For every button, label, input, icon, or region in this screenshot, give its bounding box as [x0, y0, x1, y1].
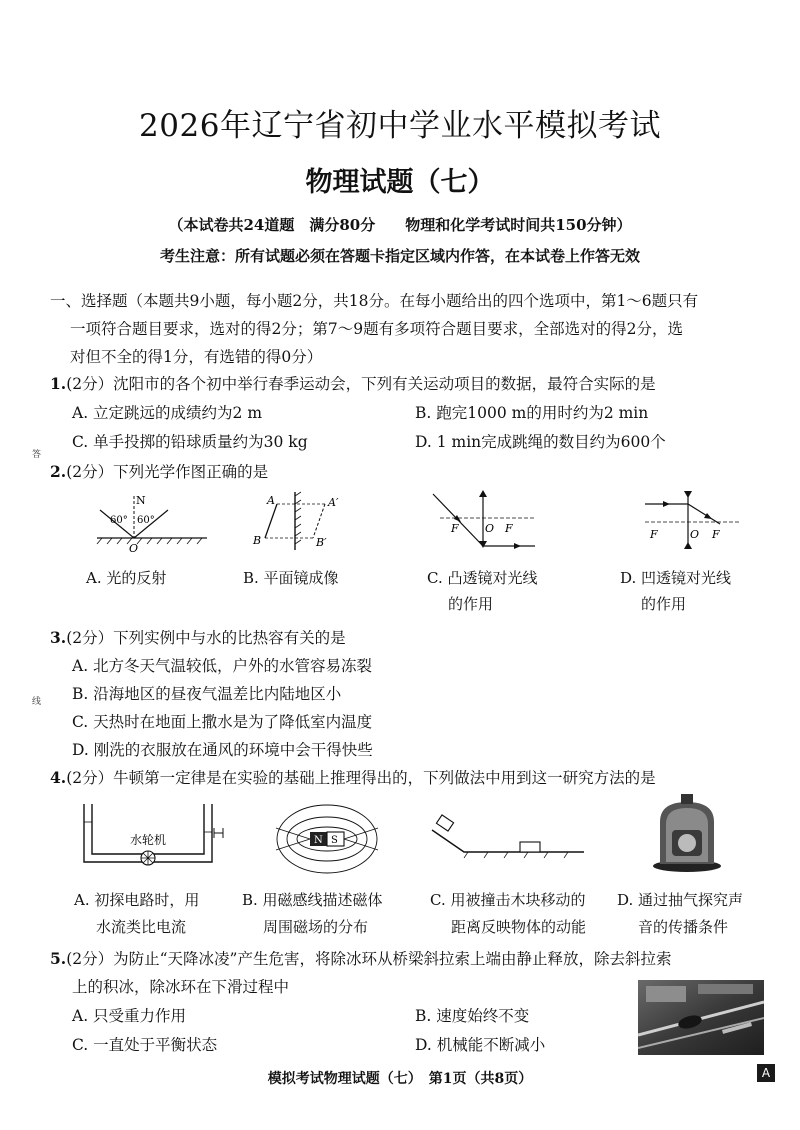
q4-stem: [50, 766, 656, 788]
q5-number: 5.: [50, 949, 67, 968]
q1-stem: [50, 372, 656, 394]
q1-number: 1.: [50, 374, 67, 393]
magnet-field-diagram: [272, 798, 382, 880]
angle-label-1: 60°: [110, 515, 128, 526]
magnet-n-label: N: [314, 835, 323, 846]
margin-mark-1: 答: [32, 450, 42, 460]
q4-caption-b-2: 周围磁场的分布: [263, 918, 369, 936]
incline-block-diagram: [428, 808, 588, 863]
q4-number: 4.: [50, 768, 67, 787]
q1-stem-text: (2分）沈阳市的各个初中举行春季运动会，下列有关运动项目的数据，最符合实际的是: [66, 375, 656, 393]
angle-label-2: 60°: [137, 515, 155, 526]
q2-caption-c: C. 凸透镜对光线: [427, 569, 538, 587]
water-wheel-diagram: [78, 800, 228, 875]
concave-center-label: O: [690, 528, 700, 541]
q3-stem-text: (2分）下列实例中与水的比热容有关的是: [66, 629, 346, 647]
concave-lens-diagram: [640, 488, 745, 550]
bell-jar-image: [650, 792, 725, 874]
exam-title: 2026年辽宁省初中学业水平模拟考试: [139, 108, 661, 144]
q5-option-c: C. 一直处于平衡状态: [72, 1036, 218, 1054]
point-b-label: B: [253, 534, 262, 547]
q5-stem-line-2: 上的积冰，除冰环在下滑过程中: [72, 978, 290, 996]
point-b-prime-label: B′: [316, 536, 327, 549]
q1-option-d: D. 1 min完成跳绳的数目约为600个: [415, 433, 666, 451]
q2-stem-text: (2分）下列光学作图正确的是: [66, 463, 269, 481]
q1-option-b: B. 跑完1000 m的用时约为2 min: [415, 404, 649, 422]
point-a-label: A: [267, 494, 275, 507]
section1-line-3: 对但不全的得1分，有选错的得0分）: [70, 348, 323, 366]
q5-option-b: B. 速度始终不变: [415, 1007, 530, 1025]
q4-caption-c-2: 距离反映物体的动能: [451, 918, 587, 936]
q4-caption-c: C. 用被撞击木块移动的: [430, 891, 586, 909]
deicing-ring-photo: [638, 980, 764, 1055]
convex-lens-diagram: [425, 488, 545, 550]
plane-mirror-diagram: [245, 488, 355, 556]
exam-info: （本试卷共24道题 满分80分 物理和化学考试时间共150分钟）: [168, 216, 632, 234]
concave-focus-right-label: F: [712, 528, 720, 541]
q3-option-c: C. 天热时在地面上撒水是为了降低室内温度: [72, 713, 373, 731]
concave-focus-left-label: F: [650, 528, 658, 541]
subject-title: 物理试题（七）: [305, 167, 495, 198]
q2-caption-b: B. 平面镜成像: [243, 569, 339, 587]
focus-right-label: F: [505, 522, 513, 535]
q4-caption-d-2: 音的传播条件: [638, 918, 729, 936]
point-a-prime-label: A′: [328, 496, 339, 509]
section1-line-2: 一项符合题目要求，选对的得2分；第7～9题有多项符合题目要求，全部选对的得2分，选: [70, 320, 683, 338]
section1-line-1: 一、选择题（本题共9小题，每小题2分，共18分。在每小题给出的四个选项中，第1～6题只有: [50, 292, 699, 310]
q3-option-d: D. 刚洗的衣服放在通风的环境中会干得快些: [72, 741, 373, 759]
q3-option-b: B. 沿海地区的昼夜气温差比内陆地区小: [72, 685, 342, 703]
point-o-label: O: [129, 542, 139, 555]
q2-caption-d: D. 凹透镜对光线: [620, 569, 732, 587]
q5-option-a: A. 只受重力作用: [72, 1007, 187, 1025]
lens-center-label: O: [485, 522, 495, 535]
focus-left-label: F: [451, 522, 459, 535]
q5-stem-text: (2分）为防止“天降冰凌”产生危害，将除冰环从桥梁斜拉索上端由静止释放，除去斜拉索: [66, 950, 672, 968]
q3-option-a: A. 北方冬天气温较低，户外的水管容易冻裂: [72, 657, 373, 675]
margin-mark-2: 线: [32, 697, 42, 707]
q4-caption-b: B. 用磁感线描述磁体: [242, 891, 383, 909]
exam-notice: 考生注意：所有试题必须在答题卡指定区域内作答，在本试卷上作答无效: [159, 247, 640, 265]
q2-number: 2.: [50, 462, 67, 481]
normal-label: N: [136, 494, 146, 507]
q2-stem: [50, 460, 268, 482]
q4-caption-a-2: 水流类比电流: [96, 918, 187, 936]
q2-caption-a: A. 光的反射: [86, 569, 167, 587]
q3-number: 3.: [50, 628, 67, 647]
q4-stem-text: (2分）牛顿第一定律是在实验的基础上推理得出的，下列做法中用到这一研究方法的是: [66, 769, 656, 787]
paper-version-badge: A: [757, 1064, 775, 1082]
q2-caption-d-2: 的作用: [641, 595, 687, 613]
q1-option-a: A. 立定跳远的成绩约为2 m: [72, 404, 263, 422]
q2-caption-c-2: 的作用: [448, 595, 494, 613]
page-footer: 模拟考试物理试题（七） 第1页（共8页）: [267, 1071, 533, 1087]
q1-option-c: C. 单手投掷的铅球质量约为30 kg: [72, 433, 308, 451]
q3-stem: [50, 626, 346, 648]
q5-option-d: D. 机械能不断减小: [415, 1036, 546, 1054]
reflection-diagram: [92, 488, 212, 556]
magnet-s-label: S: [331, 835, 338, 846]
q4-caption-d: D. 通过抽气探究声: [617, 891, 744, 909]
q4-caption-a: A. 初探电路时，用: [74, 891, 200, 909]
q5-stem: [50, 947, 671, 969]
water-wheel-label: 水轮机: [130, 833, 167, 847]
